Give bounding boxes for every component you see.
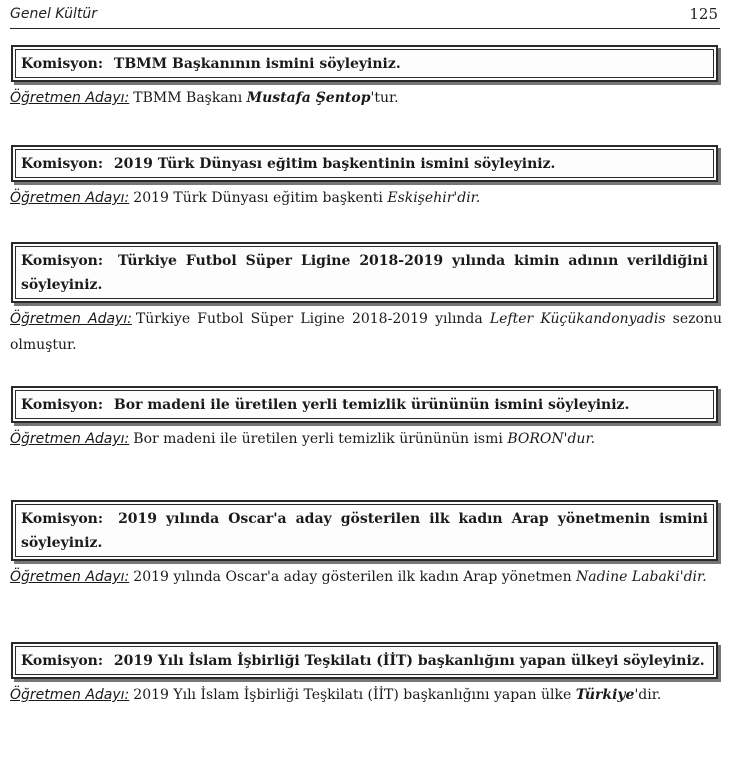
question-box: [11, 145, 718, 182]
answer-emphasis: Eskişehir'dir.: [387, 190, 481, 206]
question-box: [11, 500, 718, 561]
page-header: [10, 4, 720, 29]
question-text: TBMM Başkanının ismini söyleyiniz.: [113, 56, 401, 72]
answer-text: 2019 Yılı İslam İşbirliği Teşkilatı (İİT) başkanlığını yapan ülke: [133, 687, 576, 703]
qa-item-5: [10, 500, 722, 590]
qa-item-3: [10, 242, 722, 358]
qa-item-4: [10, 386, 722, 452]
question-text: Bor madeni ile üretilen yerli temizlik ürününün ismini söyleyiniz.: [113, 397, 630, 413]
candidate-label: Öğretmen Adayı:: [10, 569, 130, 585]
answer: [10, 306, 722, 358]
question-box: [11, 642, 718, 679]
candidate-label: Öğretmen Adayı:: [10, 311, 132, 327]
question-text: 2019 yılında Oscar'a aday gösterilen ilk kadın Arap yönetmenin ismini söyleyiniz.: [21, 511, 709, 551]
qa-item-1: [10, 45, 722, 111]
commission-label: Komisyon:: [21, 397, 104, 413]
candidate-label: Öğretmen Adayı:: [10, 431, 130, 447]
answer: [10, 564, 722, 590]
answer-suffix: 'tur.: [370, 90, 399, 106]
answer-emphasis: Mustafa Şentop: [246, 90, 371, 106]
answer-emphasis: BORON'dur.: [507, 431, 596, 447]
answer-text: Bor madeni ile üretilen yerli temizlik ürününün ismi: [133, 431, 508, 447]
question-text: 2019 Türk Dünyası eğitim başkentinin ismini söyleyiniz.: [113, 156, 556, 172]
answer: [10, 85, 722, 111]
answer-text: Türkiye Futbol Süper Ligine 2018-2019 yılında: [135, 311, 490, 327]
answer: [10, 426, 722, 452]
section-title: Genel Kültür: [10, 6, 97, 22]
candidate-label: Öğretmen Adayı:: [10, 90, 130, 106]
page-number: 125: [689, 5, 718, 23]
answer-text: 2019 Türk Dünyası eğitim başkenti: [133, 190, 388, 206]
answer-emphasis: Türkiye: [575, 687, 635, 703]
qa-item-2: [10, 145, 722, 211]
question-box: [11, 45, 718, 82]
answer-emphasis: Lefter Küçükandonyadis: [489, 311, 666, 327]
commission-label: Komisyon:: [21, 156, 104, 172]
qa-item-6: [10, 642, 722, 708]
answer-emphasis: Nadine Labaki'dir.: [576, 569, 707, 585]
candidate-label: Öğretmen Adayı:: [10, 687, 130, 703]
candidate-label: Öğretmen Adayı:: [10, 190, 130, 206]
question-text: Türkiye Futbol Süper Ligine 2018-2019 yılında kimin adının verildiğini söyleyiniz.: [21, 253, 709, 293]
commission-label: Komisyon:: [21, 56, 104, 72]
answer-text: 2019 yılında Oscar'a aday gösterilen ilk kadın Arap yönetmen: [133, 569, 577, 585]
question-box: [11, 242, 718, 303]
commission-label: Komisyon:: [21, 511, 104, 527]
answer-suffix: 'dir.: [634, 687, 662, 703]
answer: [10, 682, 722, 708]
answer-text: TBMM Başkanı: [133, 90, 247, 106]
commission-label: Komisyon:: [21, 253, 104, 269]
answer: [10, 185, 722, 211]
question-box: [11, 386, 718, 423]
answer-suffix: sezonu olmuştur.: [10, 311, 722, 353]
question-text: 2019 Yılı İslam İşbirliği Teşkilatı (İİT) başkanlığını yapan ülkeyi söyleyiniz.: [113, 653, 705, 669]
commission-label: Komisyon:: [21, 653, 104, 669]
